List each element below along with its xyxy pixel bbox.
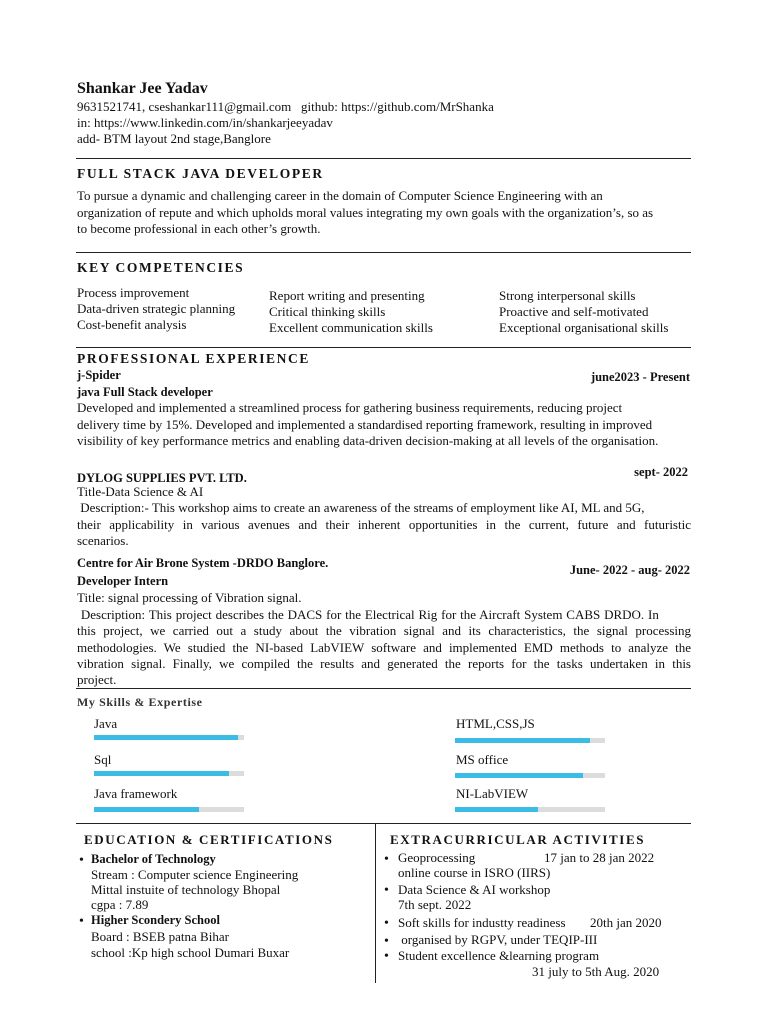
bullet: • [79, 853, 84, 868]
job-description-line: vibration signal. Finally, we compiled the results and generated the reports for the tasks undertaken in this [77, 656, 691, 671]
competency-item: Data-driven strategic planning [77, 301, 236, 316]
job-role: Developer Intern [77, 574, 169, 588]
experience-title: PROFESSIONAL EXPERIENCE [77, 351, 310, 366]
skill-name: NI-LabVIEW [456, 786, 529, 801]
objective-title: FULL STACK JAVA DEVELOPER [77, 166, 324, 181]
skill-bar-ni-labview [455, 807, 605, 812]
job-description-line: scenarios. [77, 533, 129, 548]
competency-col-1 [77, 285, 235, 333]
degree-cgpa: cgpa : 7.89 [91, 897, 149, 912]
candidate-name: Shankar Jee Yadav [77, 80, 208, 97]
competency-item: Cost-benefit analysis [77, 317, 187, 332]
skill-name: MS office [456, 752, 509, 767]
activity-detail: online course in ISRO (IIRS) [398, 865, 551, 880]
activity-date: 31 july to 5th Aug. 2020 [532, 964, 660, 979]
education-title: EDUCATION & CERTIFICATIONS [84, 832, 334, 847]
address: add- BTM layout 2nd stage,Banglore [77, 131, 271, 146]
bullet: • [384, 852, 389, 867]
skill-bar-fill [94, 735, 238, 740]
job-date: June- 2022 - aug- 2022 [569, 563, 690, 577]
competency-col-3 [499, 288, 668, 336]
competency-item: Excellent communication skills [269, 320, 433, 335]
divider [76, 688, 691, 689]
competency-item: Exceptional organisational skills [499, 320, 669, 335]
skill-bar-html-css-js [455, 738, 605, 743]
bullet: • [384, 949, 389, 964]
activity-name: Student excellence &learning program [398, 948, 600, 963]
job-description-line: Description: This project describes the DACS for the Electrical Rig for the Aircraft System CABS DRDO. In [77, 607, 659, 622]
activity-name: Data Science & AI workshop [398, 882, 551, 897]
skill-bar-fill [455, 807, 538, 812]
competency-item: Process improvement [77, 285, 190, 300]
job-description-line: Description:- This workshop aims to create an awareness of the streams of employment like AI, ML and 5G, [77, 500, 645, 515]
skill-name: HTML,CSS,JS [456, 716, 535, 731]
skill-bar-fill [94, 807, 199, 812]
degree-stream: Stream : Computer science Engineering [91, 867, 299, 882]
column-divider [375, 823, 376, 983]
activity-name: Soft skills for industty readiness [398, 915, 566, 930]
degree-title: Bachelor of Technology [91, 852, 216, 866]
skill-bar-java [94, 735, 244, 740]
divider [76, 823, 691, 824]
skill-bar-fill [455, 773, 583, 778]
job-company: Centre for Air Brone System -DRDO Banglore. [77, 556, 329, 570]
job-description-line: their applicability in various avenues and their inherent opportunities in the current, future and futuristic [77, 517, 691, 532]
bullet: • [384, 883, 389, 898]
job-description-line: methodologies. We studied the NI-based LabVIEW software and implemented EMD methods to analyze the [77, 640, 691, 655]
skill-bar-ms-office [455, 773, 605, 778]
activity-name: organised by RGPV, under TEQIP-III [398, 932, 598, 947]
degree-title: Higher Scondery School [91, 913, 220, 927]
activity-date: 20th jan 2020 [590, 915, 662, 930]
competency-item: Report writing and presenting [269, 288, 425, 303]
objective-line-3: to become professional in each other’s growth. [77, 221, 321, 236]
competency-item: Strong interpersonal skills [499, 288, 636, 303]
job-description-line: Developed and implemented a streamlined process for gathering business requirements, reducing project [77, 400, 623, 415]
skill-bar-sql [94, 771, 244, 776]
divider [76, 158, 691, 159]
skill-name: Java [94, 716, 118, 731]
skill-name: Sql [94, 752, 112, 767]
job-description-line: visibility of key performance metrics and enabling data-driven decision-making at all levels of the organisation. [77, 433, 659, 448]
job-role: java Full Stack developer [77, 385, 213, 399]
job-description-line: delivery time by 15%. Developed and implemented a standardised reporting framework, resulting in improved [77, 417, 653, 432]
objective-line-2: organization of repute and which upholds moral values integrating my own goals with the organization’s, so as [77, 205, 654, 220]
bullet: • [384, 916, 389, 931]
activity-name: Geoprocessing [398, 850, 476, 865]
degree-board: Board : BSEB patna Bihar [91, 929, 229, 944]
bullet: • [79, 914, 84, 929]
objective-line-1: To pursue a dynamic and challenging career in the domain of Computer Science Engineering with an [77, 188, 603, 203]
job-date: june2023 - Present [590, 370, 690, 384]
skill-bar-fill [455, 738, 590, 743]
divider [76, 347, 691, 348]
job-project-title: Title: signal processing of Vibration signal. [77, 590, 302, 605]
degree-institute: Mittal instuite of technology Bhopal [91, 882, 281, 897]
job-role: Title-Data Science & AI [77, 484, 204, 499]
competencies-title: KEY COMPETENCIES [77, 260, 245, 275]
skills-title: My Skills & Expertise [77, 695, 203, 709]
job-description-line: this project, we carried out a study about the vibration signal and its characteristics, the signal processing [77, 623, 691, 638]
activity-date: 17 jan to 28 jan 2022 [544, 850, 655, 865]
job-company: j-Spider [77, 368, 121, 382]
activity-detail: 7th sept. 2022 [398, 897, 472, 912]
job-company: DYLOG SUPPLIES PVT. LTD. [77, 471, 247, 485]
skill-bar-fill [94, 771, 229, 776]
competency-item: Critical thinking skills [269, 304, 386, 319]
job-date: sept- 2022 [634, 465, 688, 479]
extracurricular-title: EXTRACURRICULAR ACTIVITIES [390, 832, 646, 847]
job-description-line: project. [77, 672, 117, 687]
competency-item: Proactive and self-motivated [499, 304, 649, 319]
degree-school: school :Kp high school Dumari Buxar [91, 945, 290, 960]
competency-col-2 [269, 288, 433, 336]
contact-info: 9631521741, cseshankar111@gmail.com github: https://github.com/MrShanka [77, 99, 494, 114]
skill-name: Java framework [94, 786, 178, 801]
skill-bar-java-framework [94, 807, 244, 812]
linkedin-link[interactable]: in: https://www.linkedin.com/in/shankarjeeyadav [77, 115, 333, 130]
divider [76, 252, 691, 253]
bullet: • [384, 934, 389, 949]
